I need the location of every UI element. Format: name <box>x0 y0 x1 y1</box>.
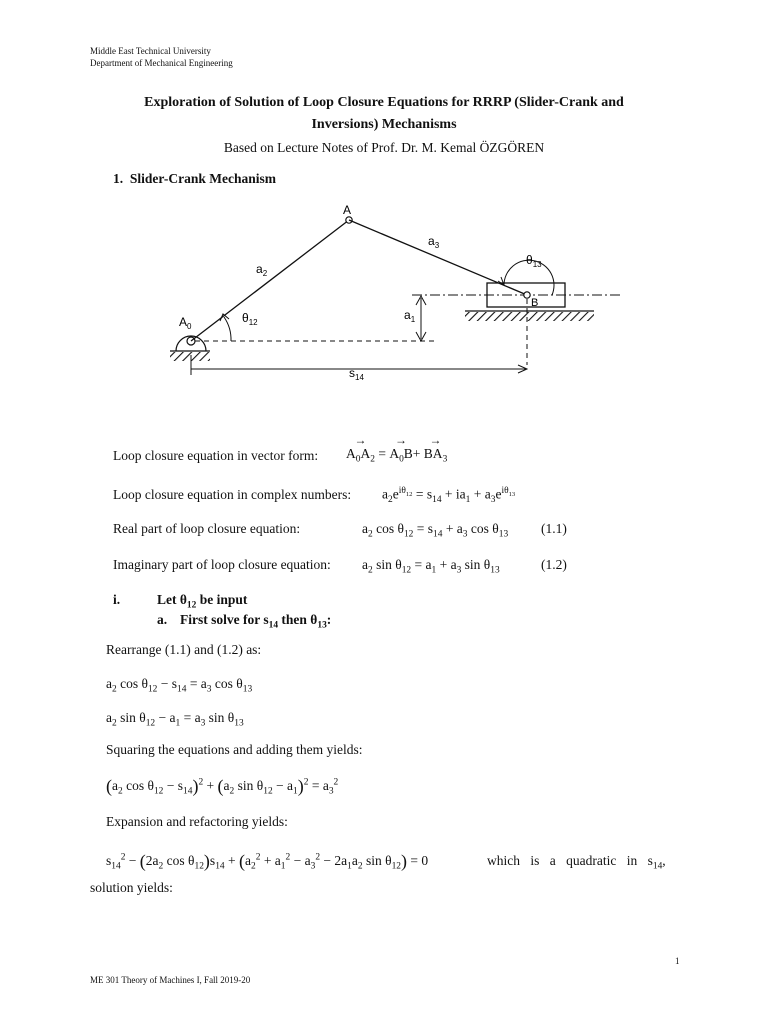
document-subtitle: Based on Lecture Notes of Prof. Dr. M. Kemal ÖZGÖREN <box>223 140 545 155</box>
label-a1: $a_1$ <box>404 308 416 324</box>
ground-hatch-slider <box>465 312 594 321</box>
equation-number-1-1: (1.1) <box>541 521 567 536</box>
quadratic-equation: $s_{14}^2 - (2a_2$ $\cos \theta_{12})s_{14} + (a_2^2 + a_1^2 - a_3^2 - 2a_1a_2$ $\sin \theta_{12}) = 0$ <box>106 851 429 872</box>
slider-crank-diagram <box>0 195 768 395</box>
label-b: B <box>531 297 539 309</box>
university-name: Middle East Technical University <box>90 46 211 56</box>
subsection-i-number: i. <box>113 592 121 607</box>
quadratic-note: which is a quadratic in $s_{14}$, <box>487 853 666 872</box>
rearrange-text: Rearrange (1.1) and (1.2) as: <box>106 642 262 657</box>
title-line-2: Inversions) Mechanisms <box>311 117 457 132</box>
equation-number-1-2: (1.2) <box>541 557 567 572</box>
label-a3: $a_3$ <box>428 234 440 250</box>
label-s14: $s_{14}$ <box>349 366 364 382</box>
label-theta13: $\theta_{13}$ <box>526 253 542 269</box>
angle-theta12-arc <box>224 317 231 341</box>
squaring-text: Squaring the equations and adding them yields: <box>106 742 363 757</box>
complex-form-label: Loop closure equation in complex numbers: <box>113 487 352 502</box>
department-name: Department of Mechanical Engineering <box>90 58 233 68</box>
complex-form-equation: $a_2e^{i\theta_{12}} = s_{14} + ia_1 + a_3e^{i\theta_{13}}$ <box>382 486 516 506</box>
label-theta12: $\theta_{12}$ <box>242 311 258 327</box>
title-line-1: Exploration of Solution of Loop Closure Equations for RRRP (Slider-Crank and <box>144 95 624 110</box>
squared-sum-equation: ($a_2$ $\cos \theta_{12} - s_{14})^2 + (a_2$ $\sin \theta_{12} - a_1)^2 = a_3^2$ <box>106 776 339 797</box>
subsection-a-heading: First solve for $s_{14}$ then $\theta_{13}$: <box>180 612 332 631</box>
section-heading-1: 1. Slider-Crank Mechanism <box>113 171 276 186</box>
rearranged-equation-2: $a_2$ $\sin \theta_{12} - a_1 = a_3$ $\sin \theta_{13}$ <box>106 710 244 729</box>
link-a3 <box>349 220 527 295</box>
imaginary-part-equation: $a_2$ $\sin \theta_{12} = a_1 + a_3$ $\sin \theta_{13}$ <box>362 557 500 576</box>
solution-yields-text: solution yields: <box>90 880 173 895</box>
vector-form-equation: → $A_0A_2$ = → $A_0B+ \to BA_3$ <box>346 446 447 465</box>
footer-course: ME 301 Theory of Machines I, Fall 2019-20 <box>90 975 251 985</box>
subsection-a-number: a. <box>157 612 168 627</box>
document-title <box>60 92 708 136</box>
link-a2 <box>191 220 349 341</box>
rearranged-equation-1: $a_2$ $\cos \theta_{12} - s_{14} = a_3$ $\cos \theta_{13}$ <box>106 676 253 695</box>
expansion-text: Expansion and refactoring yields: <box>106 814 288 829</box>
imaginary-part-label: Imaginary part of loop closure equation: <box>113 557 331 572</box>
real-part-equation: $a_2$ $\cos \theta_{12} = s_{14} + a_3$ $\cos \theta_{13}$ <box>362 521 509 540</box>
page-number: 1 <box>675 956 680 966</box>
label-a0: $A_0$ <box>179 315 192 331</box>
vector-form-label: Loop closure equation in vector form: <box>113 448 319 463</box>
ground-hatch-a0 <box>170 352 210 361</box>
label-a: A <box>343 203 352 217</box>
subsection-i-heading: Let $\theta_{12}$ be input <box>157 592 248 611</box>
real-part-label: Real part of loop closure equation: <box>113 521 301 536</box>
label-a2: $a_2$ <box>256 262 268 278</box>
joint-b <box>524 292 530 298</box>
